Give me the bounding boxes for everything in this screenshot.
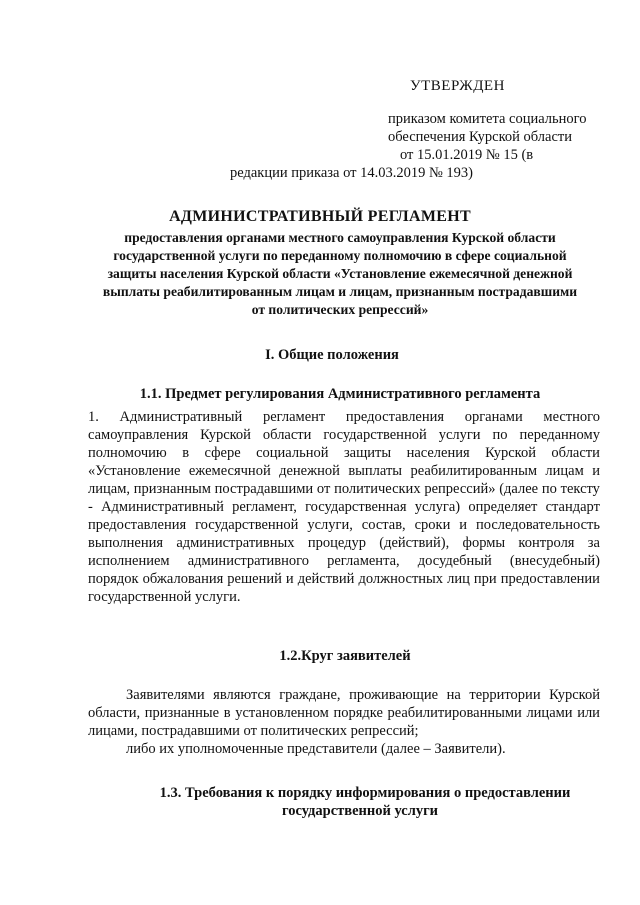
word: граждане,: [279, 687, 341, 703]
subtitle-line: государственной услуги по переданному полномочию в сфере социальной: [113, 248, 567, 263]
word: признанные: [144, 705, 220, 721]
word: и: [459, 517, 468, 533]
word: 1.: [88, 409, 99, 425]
word: проживающие: [349, 687, 439, 703]
approval-line: приказом комитета социального: [388, 111, 587, 127]
subsection-heading: государственной услуги: [281, 803, 439, 819]
word: предоставления: [345, 409, 445, 425]
word: реабилитированными: [387, 705, 522, 721]
word: самоуправления: [88, 427, 189, 443]
word: досудебный: [417, 553, 492, 569]
word: за: [587, 535, 600, 551]
word: состав,: [361, 517, 406, 533]
word: выполнения: [88, 535, 164, 551]
word: регламент,: [232, 499, 297, 515]
word: или: [577, 705, 600, 721]
word: переданному: [519, 427, 600, 443]
paragraph-line: [88, 498, 600, 516]
word: Курской: [200, 427, 251, 443]
word: Заявителями: [126, 687, 205, 703]
paragraph-line: [88, 704, 600, 722]
word: обжалования: [142, 571, 224, 587]
document-title: АДМИНИСТРАТИВНЫЙ РЕГЛАМЕНТ: [169, 208, 471, 225]
paragraph-line: [88, 516, 600, 534]
word: определяет: [468, 499, 538, 515]
word: государственной: [323, 427, 427, 443]
paragraph-line: либо их уполномоченные представители (далее – Заявители).: [126, 741, 506, 757]
paragraph-line: [88, 480, 600, 498]
word: признанным: [133, 481, 211, 497]
word: установленном: [235, 705, 329, 721]
word: области: [551, 445, 600, 461]
paragraph-line: государственной услуги.: [88, 589, 241, 605]
word: Административный: [101, 499, 224, 515]
word: предоставлении: [500, 571, 600, 587]
word: области,: [88, 705, 141, 721]
word: (внесудебный): [509, 553, 600, 569]
word: последовательность: [475, 517, 600, 533]
word: защиты: [343, 445, 392, 461]
word: Курской: [549, 687, 600, 703]
word: полномочию: [88, 445, 167, 461]
paragraph-line: [88, 426, 600, 444]
word: административного: [187, 553, 310, 569]
approval-line: обеспечения Курской области: [388, 129, 572, 145]
word: в: [182, 445, 190, 461]
word: лицам,: [88, 481, 130, 497]
subtitle-line: защиты населения Курской области «Установление ежемесячной денежной: [107, 266, 573, 281]
subtitle-line: от политических репрессий»: [251, 302, 429, 317]
section-heading: I. Общие положения: [265, 347, 399, 363]
word: реабилитированным: [410, 463, 538, 479]
word: контроля: [518, 535, 575, 551]
word: и: [285, 571, 294, 587]
word: от: [316, 481, 331, 497]
approval-details: [230, 110, 610, 182]
word: государственной: [195, 517, 299, 533]
word: тексту: [560, 481, 600, 497]
word: области: [262, 427, 312, 443]
word: политических: [334, 481, 421, 497]
approval-line: от 15.01.2019 № 15 (в: [400, 147, 534, 163]
word: лицами: [526, 705, 573, 721]
subtitle-line: выплаты реабилитированным лицам и лицам, признанным пострадавшими: [102, 284, 578, 299]
approved-stamp: УТВЕРЖДЕН: [410, 78, 505, 94]
word: сроки: [414, 517, 451, 533]
paragraph-line: [88, 444, 600, 462]
word: денежной: [279, 463, 340, 479]
paragraph-line: [88, 552, 600, 570]
subtitle-line: предоставления органами местного самоуправления Курской области: [124, 230, 556, 245]
word: ежемесячной: [188, 463, 271, 479]
word: услуги: [438, 427, 481, 443]
word: регламента,: [327, 553, 400, 569]
word: услуга): [414, 499, 461, 515]
paragraph-line: [88, 534, 600, 552]
word: и: [592, 463, 600, 479]
word: выплаты: [348, 463, 403, 479]
word: социальной: [256, 445, 329, 461]
paragraph-line: [88, 686, 600, 704]
subsection-heading: 1.2.Круг заявителей: [279, 648, 411, 664]
paragraph-line: [88, 408, 600, 426]
word: лицам: [545, 463, 584, 479]
approval-line: редакции приказа от 14.03.2019 № 193): [230, 165, 474, 181]
paragraph-line: [88, 462, 600, 480]
word: пострадавшими: [214, 481, 314, 497]
word: (далее: [499, 481, 539, 497]
word: территории: [469, 687, 541, 703]
word: государственная: [305, 499, 407, 515]
word: решений: [227, 571, 282, 587]
word: местного: [543, 409, 600, 425]
word: порядок: [88, 571, 139, 587]
word: (действий),: [379, 535, 450, 551]
word: процедур: [307, 535, 366, 551]
word: предоставления: [88, 517, 187, 533]
word: порядке: [333, 705, 383, 721]
word: репрессий»: [424, 481, 496, 497]
word: формы: [462, 535, 506, 551]
paragraph-subject: [88, 408, 600, 606]
word: административных: [176, 535, 295, 551]
word: сфере: [204, 445, 241, 461]
word: услуги,: [307, 517, 353, 533]
paragraph-line: лицами, пострадавшими от политических репрессий;: [88, 723, 419, 739]
word: Курской: [485, 445, 536, 461]
paragraph-applicants: [88, 686, 600, 758]
word: при: [473, 571, 497, 587]
document-subtitle: [55, 229, 625, 319]
word: по: [492, 427, 508, 443]
word: лиц: [447, 571, 470, 587]
word: по: [541, 481, 557, 497]
word: стандарт: [545, 499, 600, 515]
word: органами: [464, 409, 523, 425]
word: действий: [297, 571, 355, 587]
word: регламент: [262, 409, 326, 425]
word: исполнением: [88, 553, 170, 569]
word: являются: [213, 687, 271, 703]
word: должностных: [358, 571, 444, 587]
subsection-heading: 1.3. Требования к порядку информирования о предоставлении: [159, 785, 571, 801]
subsection-heading: 1.1. Предмет регулирования Административного регламента: [139, 386, 541, 402]
paragraph-line: [88, 570, 600, 588]
word: «Установление: [88, 463, 181, 479]
word: -: [88, 499, 93, 515]
word: Административный: [119, 409, 243, 425]
word: на: [446, 687, 461, 703]
word: в: [223, 705, 231, 721]
word: населения: [406, 445, 470, 461]
